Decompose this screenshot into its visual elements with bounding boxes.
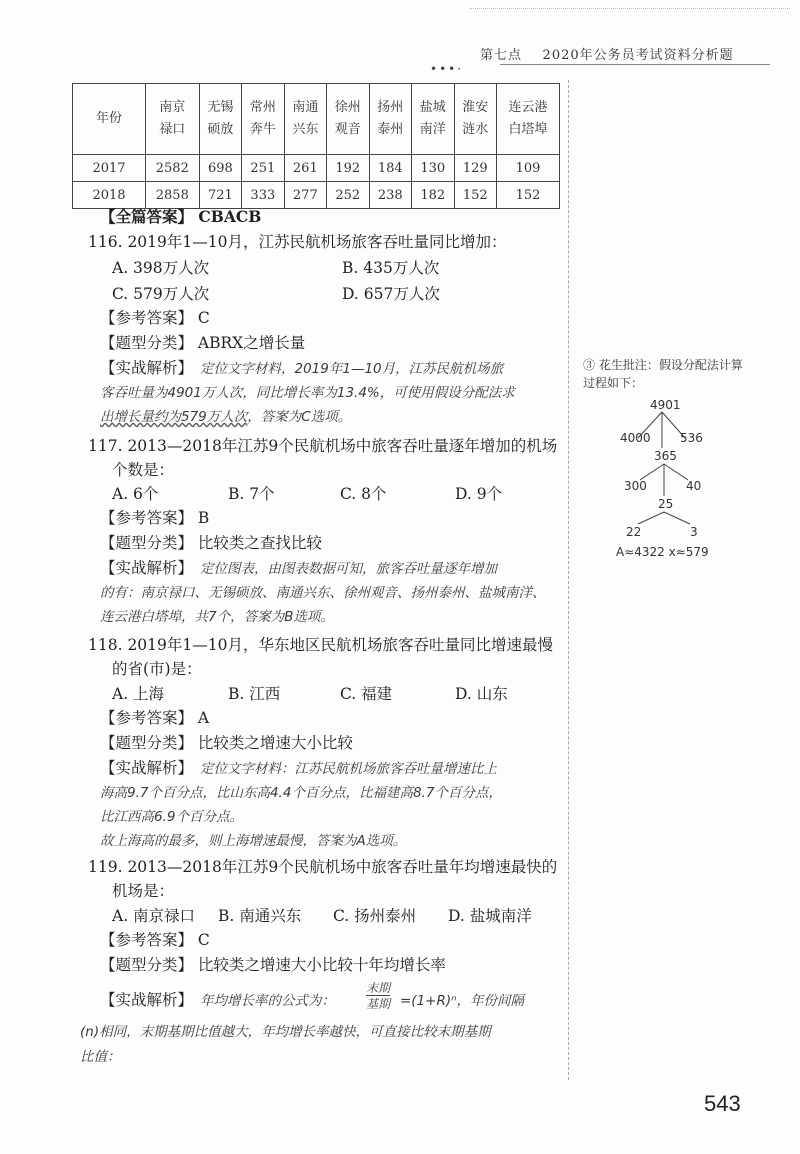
- page-number: 543: [704, 1091, 741, 1116]
- option-a: A. 6个: [112, 485, 159, 503]
- running-header: [480, 44, 734, 63]
- analysis-label: 【实战解析】: [100, 359, 194, 377]
- year-cell: 2018: [73, 182, 146, 209]
- tree-root: 4901: [650, 398, 681, 412]
- question-type: 【题型分类】 比较类之查找比较: [100, 534, 322, 552]
- table-header-row: [73, 84, 560, 155]
- option-c: C. 福建: [340, 685, 393, 703]
- question-117: 117. 2013—2018年江苏9个民航机场中旅客吞吐量逐年增加的机场: [88, 437, 558, 455]
- question-type: 【题型分类】 比较类之增速大小比较十年均增长率: [100, 956, 446, 974]
- tree-node: 40: [686, 479, 702, 493]
- margin-note: ③ 花生批注：假设分配法计算过程如下：: [583, 358, 743, 390]
- question-type: 【题型分类】 ABRX之增长量: [100, 334, 306, 352]
- airport-header: 常州 奔牛: [242, 84, 284, 155]
- analysis-label: 【实战解析】: [100, 991, 194, 1009]
- analysis-text: 定位文字材料，2019年1—10月，江苏民航机场旅: [200, 361, 504, 377]
- analysis-text: 出增长量约为579万人次，答案为C选项。: [100, 409, 352, 425]
- full-answers: 【全篇答案】 CBACB: [100, 207, 262, 226]
- question-118: 118. 2019年1—10月，华东地区民航机场旅客吞吐量同比增速最慢: [88, 636, 553, 654]
- value-cell: 184: [369, 155, 411, 182]
- option-d: D. 山东: [455, 685, 508, 703]
- airport-header: 南京 禄口: [146, 84, 200, 155]
- reference-answer: 【参考答案】 C: [100, 309, 210, 327]
- tree-node: 25: [658, 497, 674, 511]
- value-cell: 252: [327, 182, 369, 209]
- airport-header: 无锡 硕放: [199, 84, 241, 155]
- top-dotted-rule: [470, 8, 790, 9]
- question-119: 119. 2013—2018年江苏9个民航机场中旅客吞吐量年均增速最快的: [88, 858, 558, 876]
- analysis-text: 定位图表，由图表数据可知，旅客吞吐量逐年增加: [200, 561, 497, 577]
- analysis-text: 比江西高6.9个百分点。: [100, 809, 243, 825]
- analysis-text: 年均增长率的公式为：: [200, 993, 335, 1009]
- reference-answer: 【参考答案】 C: [100, 931, 210, 949]
- margin-divider: [568, 80, 569, 1080]
- option-a: A. 398万人次: [112, 259, 210, 277]
- table-row: [73, 155, 560, 182]
- analysis-text: 客吞吐量为4901万人次，同比增长率为13.4%，可使用假设分配法求: [100, 385, 515, 401]
- airport-header: 徐州 观音: [327, 84, 369, 155]
- value-cell: 698: [199, 155, 241, 182]
- tree-node: 536: [680, 431, 703, 445]
- year-cell: 2017: [73, 155, 146, 182]
- analysis-text: 故上海高的最多，则上海增速最慢，答案为A选项。: [100, 833, 407, 849]
- option-b: B. 江西: [228, 685, 281, 703]
- option-b: B. 435万人次: [342, 259, 440, 277]
- table-row: [73, 182, 560, 209]
- value-cell: 129: [454, 155, 496, 182]
- option-b: B. 南通兴东: [218, 907, 302, 925]
- year-header: 年份: [73, 84, 146, 155]
- option-a: A. 南京禄口: [112, 907, 196, 925]
- option-c: C. 579万人次: [112, 285, 210, 303]
- analysis-text: (n)相同，末期基期比值越大，年均增长率越快，可直接比较末期基期: [80, 1024, 491, 1040]
- option-d: D. 9个: [455, 485, 503, 503]
- chapter-label: 第七点: [480, 48, 523, 63]
- question-118-cont: 的省(市)是：: [112, 660, 202, 678]
- value-cell: 152: [454, 182, 496, 209]
- analysis-text: 连云港白塔埠，共7个，答案为B选项。: [100, 609, 334, 625]
- tree-node: 3: [690, 525, 698, 539]
- value-cell: 333: [242, 182, 284, 209]
- fraction-numerator: 末期: [366, 981, 391, 995]
- option-c: C. 扬州泰州: [333, 907, 417, 925]
- option-d: D. 盐城南洋: [448, 907, 532, 925]
- value-cell: 238: [369, 182, 411, 209]
- tree-result: A≈4322 x≈579: [616, 545, 709, 559]
- analysis-text: =(1+R)ⁿ，年份间隔: [400, 993, 525, 1009]
- analysis-text: 海高9.7个百分点，比山东高4.4个百分点，比福建高8.7个百分点，: [100, 785, 502, 801]
- header-marks: •••·: [430, 62, 464, 76]
- value-cell: 182: [412, 182, 454, 209]
- book-title: 2020年公务员考试资料分析题: [542, 48, 734, 63]
- tree-node: 22: [626, 525, 642, 539]
- option-d: D. 657万人次: [342, 285, 440, 303]
- analysis-text: 定位文字材料：江苏民航机场旅客吞吐量增速比上: [200, 761, 497, 777]
- reference-answer: 【参考答案】 A: [100, 709, 210, 727]
- value-cell: 192: [327, 155, 369, 182]
- fraction-denominator: 基期: [366, 997, 391, 1011]
- option-b: B. 7个: [228, 485, 275, 503]
- value-cell: 261: [284, 155, 326, 182]
- tree-node: 4000: [620, 431, 651, 445]
- value-cell: 109: [497, 155, 560, 182]
- airport-header: 南通 兴东: [284, 84, 326, 155]
- airport-header: 盐城 南洋: [412, 84, 454, 155]
- airport-header: 扬州 泰州: [369, 84, 411, 155]
- analysis-label: 【实战解析】: [100, 759, 194, 777]
- value-cell: 2582: [146, 155, 200, 182]
- analysis-text: 比值：: [80, 1049, 121, 1065]
- option-c: C. 8个: [340, 485, 387, 503]
- question-117-cont: 个数是：: [112, 461, 175, 479]
- question-116: 116. 2019年1—10月，江苏民航机场旅客吞吐量同比增加：: [88, 233, 507, 251]
- question-type: 【题型分类】 比较类之增速大小比较: [100, 734, 353, 752]
- value-cell: 721: [199, 182, 241, 209]
- airport-header: 淮安 涟水: [454, 84, 496, 155]
- option-a: A. 上海: [112, 685, 165, 703]
- allocation-tree-diagram: [600, 398, 750, 568]
- value-cell: 2858: [146, 182, 200, 209]
- reference-answer: 【参考答案】 B: [100, 509, 210, 527]
- value-cell: 277: [284, 182, 326, 209]
- tree-node: 365: [654, 449, 677, 463]
- value-cell: 251: [242, 155, 284, 182]
- question-119-cont: 机场是：: [112, 882, 175, 900]
- analysis-text: 的有：南京禄口、无锡硕放、南通兴东、徐州观音、扬州泰州、盐城南洋、: [100, 585, 546, 601]
- airport-header: 连云港 白塔埠: [497, 84, 560, 155]
- airport-traffic-table: [72, 83, 560, 209]
- value-cell: 130: [412, 155, 454, 182]
- header-rule: [500, 64, 770, 65]
- tree-node: 300: [624, 479, 647, 493]
- value-cell: 152: [497, 182, 560, 209]
- analysis-label: 【实战解析】: [100, 559, 194, 577]
